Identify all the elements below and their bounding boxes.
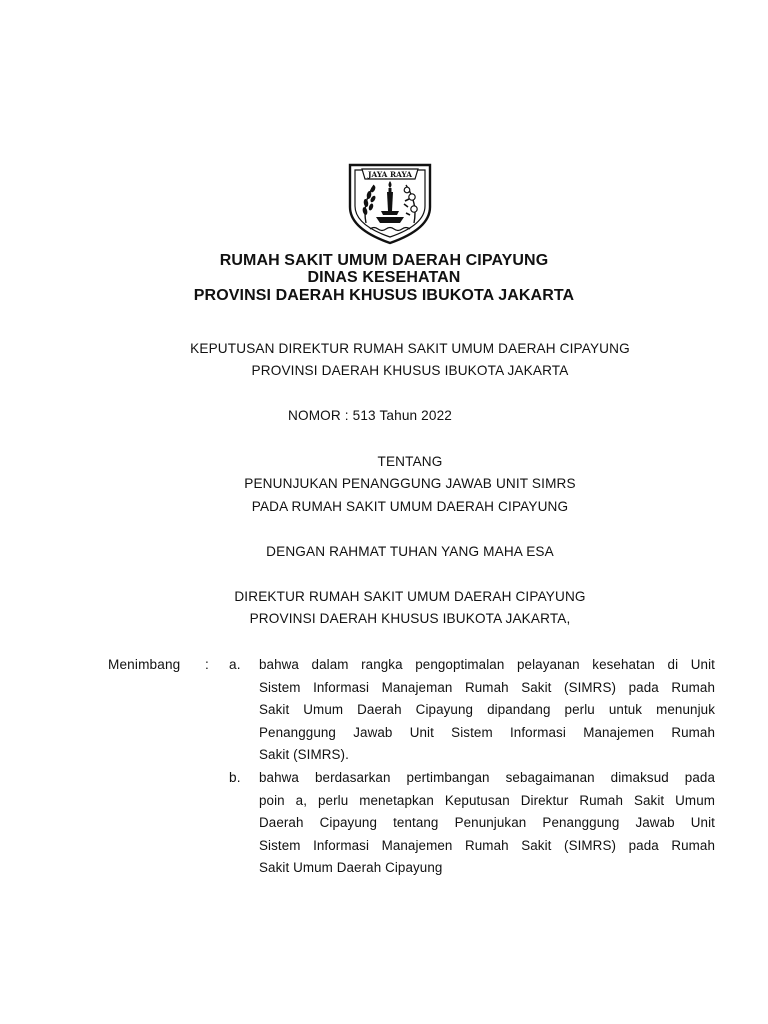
item-b-marker: b. — [229, 770, 241, 785]
director-line1: DIREKTUR RUMAH SAKIT UMUM DAERAH CIPAYUNG — [234, 589, 586, 604]
item-a-marker: a. — [229, 657, 241, 672]
item-b-line: bahwa berdasarkan pertimbangan sebagaimanan dimaksud pada — [259, 770, 715, 785]
item-a-line: Sistem Informasi Manajeman Rumah Sakit (SIMRS) pada Rumah — [259, 679, 715, 695]
item-a-paragraph — [259, 654, 715, 767]
about-line1: PENUNJUKAN PENANGGUNG JAWAB UNIT SIMRS — [244, 476, 576, 491]
director-line2: PROVINSI DAERAH KHUSUS IBUKOTA JAKARTA, — [249, 611, 571, 626]
header-province: PROVINSI DAERAH KHUSUS IBUKOTA JAKARTA — [193, 287, 575, 304]
about-line2: PADA RUMAH SAKIT UMUM DAERAH CIPAYUNG — [251, 499, 569, 514]
decree-title-line2: PROVINSI DAERAH KHUSUS IBUKOTA JAKARTA — [251, 363, 569, 378]
menimbang-colon: : — [205, 657, 209, 672]
blessing-line: DENGAN RAHMAT TUHAN YANG MAHA ESA — [266, 544, 554, 559]
item-a-line: Sakit (SIMRS). — [259, 747, 349, 763]
item-b-paragraph — [259, 767, 715, 880]
item-b-line: Sistem Informasi Manajemen Rumah Sakit (SIMRS) pada Rumah — [259, 837, 715, 853]
menimbang-label: Menimbang — [108, 657, 181, 672]
decree-number: NOMOR : 513 Tahun 2022 — [288, 408, 453, 423]
item-a-line: bahwa dalam rangka pengoptimalan pelayanan kesehatan di Unit — [259, 657, 715, 672]
about-label: TENTANG — [377, 454, 443, 469]
item-b-line: poin a, perlu menetapkan Keputusan Direktur Rumah Sakit Umum — [259, 792, 715, 808]
item-a-line: Sakit Umum Daerah Cipayung dipandang perlu untuk menunjuk — [259, 702, 715, 718]
item-b-line: Sakit Umum Daerah Cipayung — [259, 860, 443, 876]
header-department: DINAS KESEHATAN — [307, 269, 461, 286]
item-b-line: Daerah Cipayung tentang Penunjukan Penanggung Jawab Unit — [259, 815, 715, 831]
crest-motto: JAYA RAYA — [367, 170, 413, 179]
header-institution: RUMAH SAKIT UMUM DAERAH CIPAYUNG — [219, 252, 549, 269]
item-a-line: Penanggung Jawab Unit Sistem Informasi Manajemen Rumah — [259, 724, 715, 740]
jakarta-crest-icon — [346, 163, 434, 245]
decree-title-line1: KEPUTUSAN DIREKTUR RUMAH SAKIT UMUM DAERAH CIPAYUNG — [190, 341, 630, 356]
